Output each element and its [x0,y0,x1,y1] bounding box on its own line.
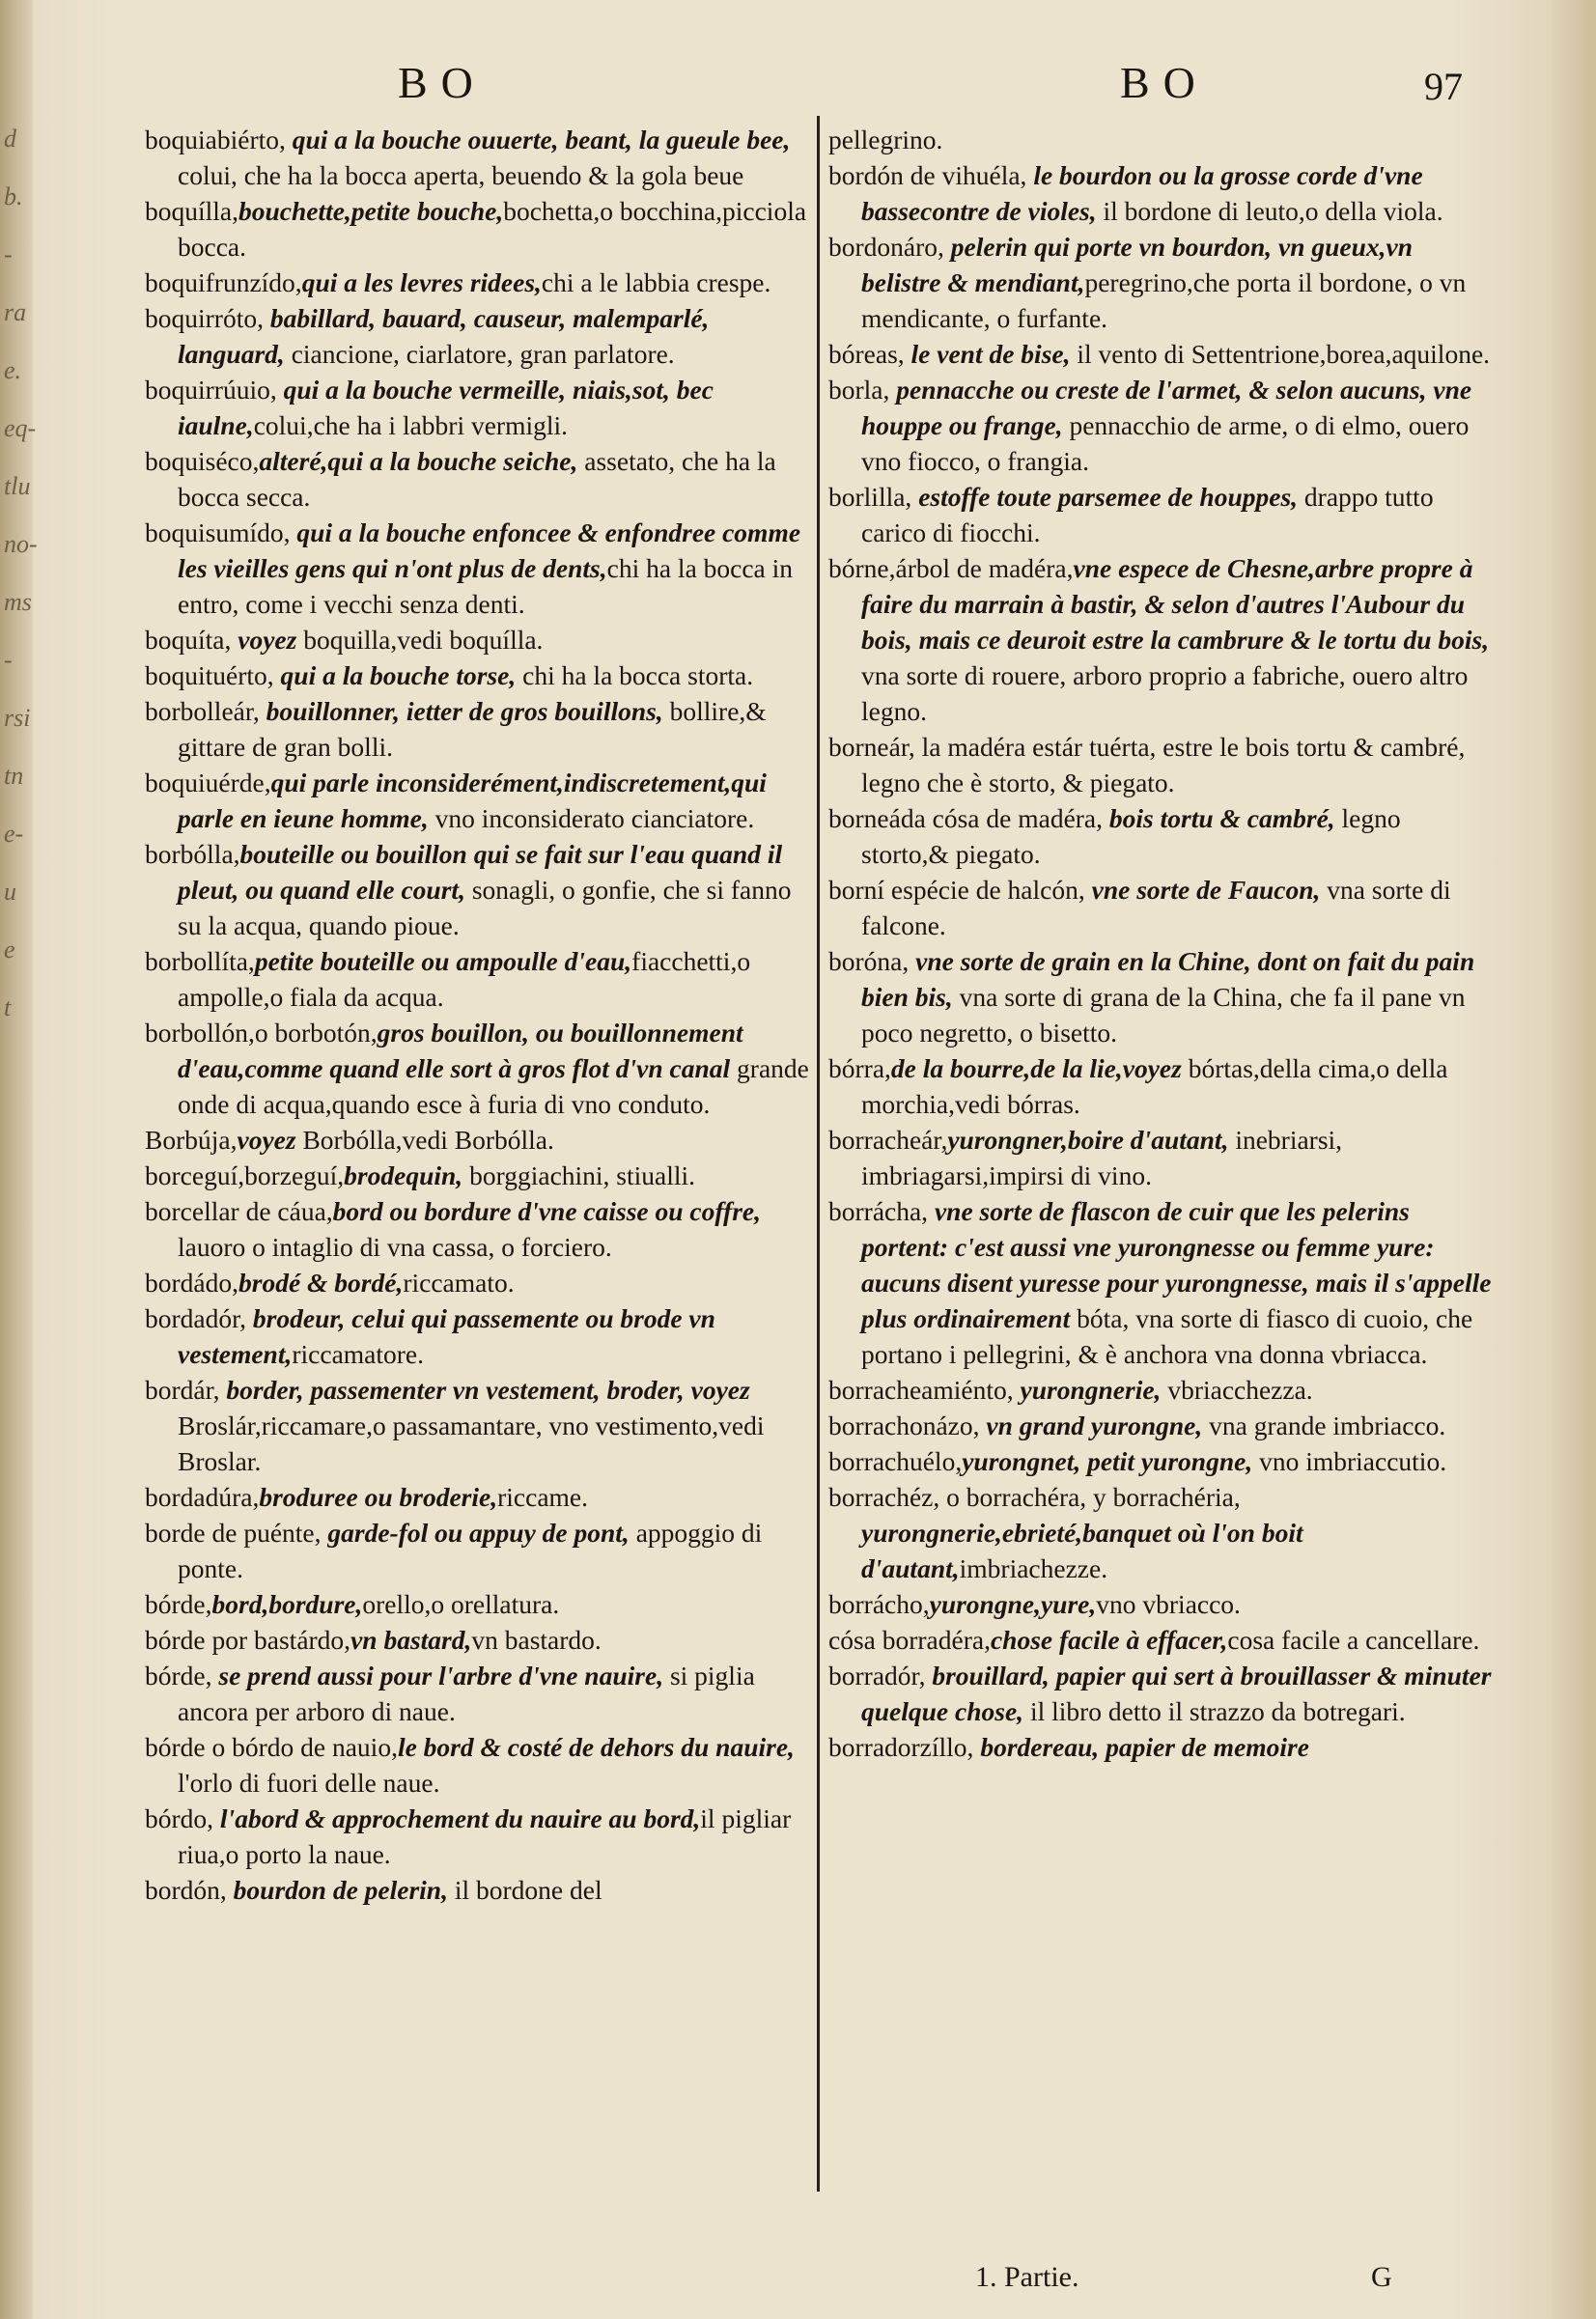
italian-gloss: sonagli, o gonfie, che si fanno su la acqua, quando pioue. [178,875,792,940]
headword: bóreas, [828,339,905,369]
italian-gloss: vna sorte di grana de la China, che fa il pane vn poco negretto, o bisetto. [861,982,1466,1048]
french-gloss: pennacche ou creste de l'armet, & selon aucuns, vne houppe ou frange, [861,375,1472,440]
left-column [145,122,811,1908]
french-gloss: yurongnet, petit yurongne, [962,1446,1253,1476]
french-gloss: garde-fol ou appuy de pont, [321,1518,630,1548]
italian-gloss: riccamatore. [292,1339,425,1369]
italian-gloss: lauoro o intaglio di vna cassa, o forciero. [178,1232,612,1262]
headword: bordón de vihuéla, [828,160,1027,190]
page-number: 97 [1424,65,1463,108]
headword: borneár, [828,732,915,762]
french-gloss: brodeur, celui qui passemente ou brode vn vestement, [178,1303,715,1369]
french-gloss: qui a les levres ridees, [301,267,542,297]
italian-gloss: colui,che ha i labbri vermigli. [253,410,569,440]
dictionary-entry [145,122,811,193]
dictionary-entry [828,1408,1495,1443]
italian-gloss: assetato, che ha la bocca secca. [178,446,776,512]
italian-gloss: vna sorte di falcone. [861,875,1451,940]
headword: Borbúja, [145,1125,238,1155]
headword: borní espécie de halcón, [828,875,1085,905]
dictionary-entry [828,1372,1495,1408]
french-gloss: broduree ou broderie, [259,1482,498,1512]
french-gloss: bois tortu & cambré, [1103,803,1335,833]
french-gloss: bord,bordure, [211,1589,363,1619]
dictionary-entry [828,479,1495,550]
headword: borradór, [828,1661,926,1690]
dictionary-entry [828,1050,1495,1122]
italian-gloss: ciancione, ciarlatore, gran parlatore. [284,339,675,369]
french-gloss: brodequin, [344,1160,463,1190]
headword: bordadór, [145,1303,247,1333]
left-page-edge [0,0,38,2319]
italian-gloss: Borbólla,vedi Borbólla. [295,1125,554,1155]
headword: borceguí,borzeguí, [145,1160,345,1190]
dictionary-entry [145,300,811,372]
italian-gloss: vna sorte di rouere, arboro proprio a fabriche, ouero altro legno. [861,660,1469,726]
headword: borradorzíllo, [828,1732,974,1762]
dictionary-entry [145,1479,811,1515]
headword: bordonáro, [828,232,944,262]
dictionary-entry [145,657,811,693]
headword: boquifrunzído, [145,267,302,297]
french-gloss: l'abord & approchement du nauire au bord, [213,1803,701,1833]
italian-gloss: il bordone di leuto,o della viola. [1096,196,1443,226]
italian-gloss: il bordone del [447,1875,602,1905]
french-gloss: voyez [231,625,297,655]
headword: boróna, [828,946,910,976]
bleed-fragment: e- [4,820,24,848]
right-column [828,122,1495,1765]
headword: boquiséco, [145,446,260,476]
dictionary-entry [828,1586,1495,1622]
french-gloss: petite bouteille ou ampoulle d'eau, [254,946,632,976]
french-gloss: alteré,qui a la bouche seiche, [259,446,578,476]
italian-gloss: boquilla,vedi boquílla. [296,625,544,655]
italian-gloss: vbriacchezza. [1161,1375,1313,1405]
headword: boquirróto, [145,303,264,333]
french-gloss: estoffe toute parsemee de houppes, [911,482,1299,512]
french-gloss: bourdon de pelerin, [226,1875,448,1905]
headword: borbollíta, [145,946,255,976]
headword: borneáda cósa de madéra, [828,803,1104,833]
french-gloss: yurongne,yure, [929,1589,1097,1619]
italian-gloss: orello,o orellatura. [362,1589,560,1619]
italian-gloss: bochetta,o bocchina,picciola bocca. [178,196,807,262]
headword: bórne,árbol de madéra, [828,553,1074,583]
dictionary-entry [828,1479,1495,1586]
french-gloss: yurongnerie, [1013,1375,1162,1405]
dictionary-entry [145,1658,811,1729]
italian-gloss: vno vbriacco. [1096,1589,1241,1619]
headword: borracheár, [828,1125,948,1155]
headword: borracheamiénto, [828,1375,1014,1405]
italian-gloss: bórtas,della cima,o della morchia,vedi bórras. [861,1053,1448,1119]
italian-gloss: cosa facile a cancellare. [1227,1625,1480,1655]
dictionary-entry [828,1193,1495,1372]
italian-gloss: borggiachini, stiualli. [462,1160,696,1190]
bleed-fragment: e. [4,356,22,384]
italian-gloss: inebriarsi, imbriagarsi,impirsi di vino. [861,1125,1343,1190]
bleed-fragment: u [4,878,16,906]
italian-gloss: bóta, vna sorte di fiasco di cuoio, che portano i pellegrini, & è anchora vna donna vbriacca. [861,1303,1473,1369]
headword: bórra, [828,1053,891,1083]
dictionary-entry [828,943,1495,1050]
french-gloss: vn grand yurongne, [979,1411,1203,1440]
dictionary-entry [145,1193,811,1265]
french-gloss: le vent de bise, [904,339,1071,369]
french-gloss: yurongnerie,ebrieté,banquet où l'on boit d'autant, [861,1518,1303,1583]
dictionary-entry [145,622,811,657]
italian-gloss: riccame. [497,1482,588,1512]
italian-gloss: il libro detto il strazzo da botregari. [1023,1696,1406,1726]
dictionary-entry [828,1443,1495,1479]
dictionary-entry [828,1622,1495,1658]
french-gloss: se prend aussi pour l'arbre d'vne nauire, [211,1661,664,1690]
dictionary-entry [828,336,1495,372]
bleed-fragment: ra [4,298,27,326]
dictionary-entry [145,1372,811,1479]
footer-part: 1. Partie. [975,2261,1079,2293]
bleed-fragment: eq- [4,414,37,442]
italian-gloss: chi ha la bocca storta. [516,660,754,690]
italian-gloss: vna grande imbriacco. [1202,1411,1446,1440]
bleed-fragment: t [4,993,12,1021]
italian-gloss: Broslár,riccamare,o passamantare, vno vestimento,vedi Broslar. [178,1411,765,1476]
headword: borrachonázo, [828,1411,980,1440]
headword: borrácha, [828,1196,929,1226]
dictionary-entry [145,1515,811,1586]
dictionary-entry [828,1729,1495,1765]
headword: bordón, [145,1875,227,1905]
headword: bórde o bórdo de nauio, [145,1732,398,1762]
headword: boquiabiérto, [145,125,286,154]
dictionary-entry [828,872,1495,943]
french-gloss: qui a la bouche enfoncee & enfondree comme les vieilles gens qui n'ont plus de dents, [178,517,801,583]
italian-gloss: peregrino,che porta il bordone, o vn mendicante, o furfante. [861,267,1467,333]
french-gloss: vne sorte de flascon de cuir que les pelerins portent: c'est aussi vne yurongnesse ou femme yure: aucuns disent yuresse pour yurongnesse, mais il s'appelle plus ordinairement [861,1196,1492,1333]
dictionary-entry [145,1586,811,1622]
dictionary-entry [145,943,811,1015]
italian-gloss: chi ha la bocca in entro, come i vecchi senza denti. [178,553,794,619]
french-gloss: qui parle inconsiderément,indiscretement,qui parle en ieune homme, [178,768,767,833]
headword: borbollón,o borbotón, [145,1018,378,1048]
dictionary-entry [145,265,811,300]
dictionary-entry [145,1872,811,1908]
french-gloss: vne sorte de Faucon, [1084,875,1321,905]
dictionary-entry [145,693,811,765]
dictionary-entry [145,193,811,265]
headword: boquirrúuio, [145,375,277,405]
dictionary-entry [145,1158,811,1193]
running-head-left: BO [398,58,487,107]
italian-gloss: appoggio di ponte. [178,1518,763,1583]
dictionary-entry [828,122,1495,157]
headword: bórdo, [145,1803,214,1833]
italian-gloss: vn bastardo. [471,1625,602,1655]
french-gloss: voyez [237,1125,296,1155]
bleed-fragment: d [4,125,16,153]
italian-gloss: riccamato. [403,1268,515,1298]
italian-gloss: grande onde di acqua,quando esce à furia di vno conduto. [178,1053,809,1119]
headword: borbolleár, [145,696,260,726]
italian-gloss: il pigliar riua,o porto la naue. [178,1803,792,1869]
headword: borcellar de cáua, [145,1196,333,1226]
dictionary-entry [828,550,1495,729]
italian-gloss: fiacchetti,o ampolle,o fiala da acqua. [178,946,751,1012]
bleed-fragment: - [4,646,13,674]
french-gloss: pelerin qui porte vn bourdon, vn gueux,vn belistre & mendiant, [861,232,1414,297]
dictionary-entry [828,800,1495,872]
french-gloss: le bourdon ou la grosse corde d'vne bassecontre de violes, [861,160,1423,226]
italian-gloss: drappo tutto carico di fiocchi. [861,482,1434,547]
headword: bórde, [145,1589,212,1619]
bleed-fragment: tn [4,762,24,790]
italian-gloss: pennacchio de arme, o di elmo, ouero vno fiocco, o frangia. [861,410,1470,476]
italian-gloss: bollire,& gittare de gran bolli. [178,696,767,762]
headword: boquituérto, [145,660,274,690]
headword: borlilla, [828,482,912,512]
french-gloss: qui a la bouche ouuerte, beant, la gueule bee, [285,125,791,154]
dictionary-entry [145,1622,811,1658]
italian-gloss: colui, che ha la bocca aperta, beuendo & la gola beue [178,160,744,190]
french-gloss: bouchette,petite bouche, [238,196,504,226]
french-gloss: vne espece de Chesne,arbre propre à faire du marrain à bastir, & selon d'autres l'Aubour du bois, mais ce deuroit estre la cambrure & le tortu du bois, [861,553,1490,655]
italian-gloss: la madéra estár tuérta, estre le bois tortu & cambré, legno che è storto, & piegato. [861,732,1466,797]
french-gloss: gros bouillon, ou bouillonnement d'eau,comme quand elle sort à gros flot d'vn canal [178,1018,743,1083]
headword: borla, [828,375,890,405]
headword: borde de puénte, [145,1518,322,1548]
dictionary-entry [828,729,1495,800]
dictionary-entry [145,372,811,443]
french-gloss: babillard, bauard, causeur, malemparlé, languard, [178,303,710,369]
italian-gloss: legno storto,& piegato. [861,803,1401,869]
dictionary-entry [828,1122,1495,1193]
french-gloss: bordereau, papier de memoire [973,1732,1309,1762]
headword: bórde, [145,1661,212,1690]
dictionary-entry [145,836,811,943]
french-gloss: brodé & bordé, [238,1268,404,1298]
bleed-fragment: e [4,936,15,964]
dictionary-entry [145,515,811,622]
dictionary-entry [145,1265,811,1300]
dictionary-entry [145,1122,811,1158]
bleed-fragment: b. [4,182,23,210]
french-gloss: border, passementer vn vestement, broder, voyez [219,1375,750,1405]
headword: borrachéz, o borrachéra, y borrachéria, [828,1482,1241,1512]
dictionary-entry [828,157,1495,229]
dictionary-entry [145,1729,811,1801]
bleed-fragment: no- [4,530,38,558]
french-gloss: brouillard, papier qui sert à brouillasser & minuter quelque chose, [861,1661,1492,1726]
dictionary-entry [828,1658,1495,1729]
dictionary-entry [145,1801,811,1872]
dictionary-entry [828,229,1495,336]
headword: boquílla, [145,196,239,226]
column-divider [817,116,820,2192]
french-gloss: bouillonner, ietter de gros bouillons, [259,696,663,726]
french-gloss: qui a la bouche torse, [273,660,517,690]
dictionary-entry [145,1015,811,1122]
dictionary-entry [828,372,1495,479]
italian-gloss: si piglia ancora per arboro di naue. [178,1661,755,1726]
headword: borrácho, [828,1589,930,1619]
italian-gloss: vno inconsiderato cianciatore. [428,803,755,833]
italian-gloss: vno imbriaccutio. [1252,1446,1447,1476]
italian-gloss: chi a le labbia crespe. [541,267,771,297]
italian-gloss: imbriachezze. [959,1553,1108,1583]
french-gloss: vn bastard, [350,1625,472,1655]
italian-gloss: pellegrino. [828,125,943,154]
bleed-fragment: - [4,240,13,268]
french-gloss: bord ou bordure d'vne caisse ou coffre, [332,1196,761,1226]
headword: boquisumído, [145,517,291,547]
headword: cósa borradéra, [828,1625,991,1655]
dictionary-entry [145,443,811,515]
french-gloss: chose facile à effacer, [990,1625,1228,1655]
headword: borbólla, [145,839,240,869]
headword: bórde por bastárdo, [145,1625,351,1655]
french-gloss: vne sorte de grain en la Chine, dont on fait du pain bien bis, [861,946,1475,1012]
bleed-fragment: rsi [4,704,31,732]
headword: boquíta, [145,625,232,655]
headword: bordádo, [145,1268,238,1298]
french-gloss: bouteille ou bouillon qui se fait sur l'eau quand il pleut, ou quand elle court, [178,839,783,905]
bleed-fragment: ms [4,588,32,616]
headword: bordár, [145,1375,220,1405]
dictionary-entry [145,765,811,836]
french-gloss: de la bourre,de la lie,voyez [890,1053,1182,1083]
headword: borrachuélo, [828,1446,963,1476]
bleed-fragment: tlu [4,472,31,500]
french-gloss: qui a la bouche vermeille, niais,sot, bec iaulne, [178,375,714,440]
french-gloss: le bord & costé de dehors du nauire, [397,1732,795,1762]
dictionary-entry [145,1300,811,1372]
running-head-right: BO [1120,58,1209,107]
french-gloss: yurongner,boire d'autant, [947,1125,1229,1155]
signature-mark: G [1371,2261,1392,2293]
italian-gloss: il vento di Settentrione,borea,aquilone. [1070,339,1491,369]
headword: boquiuérde, [145,768,271,797]
headword: bordadúra, [145,1482,260,1512]
italian-gloss: l'orlo di fuori delle naue. [178,1768,440,1798]
